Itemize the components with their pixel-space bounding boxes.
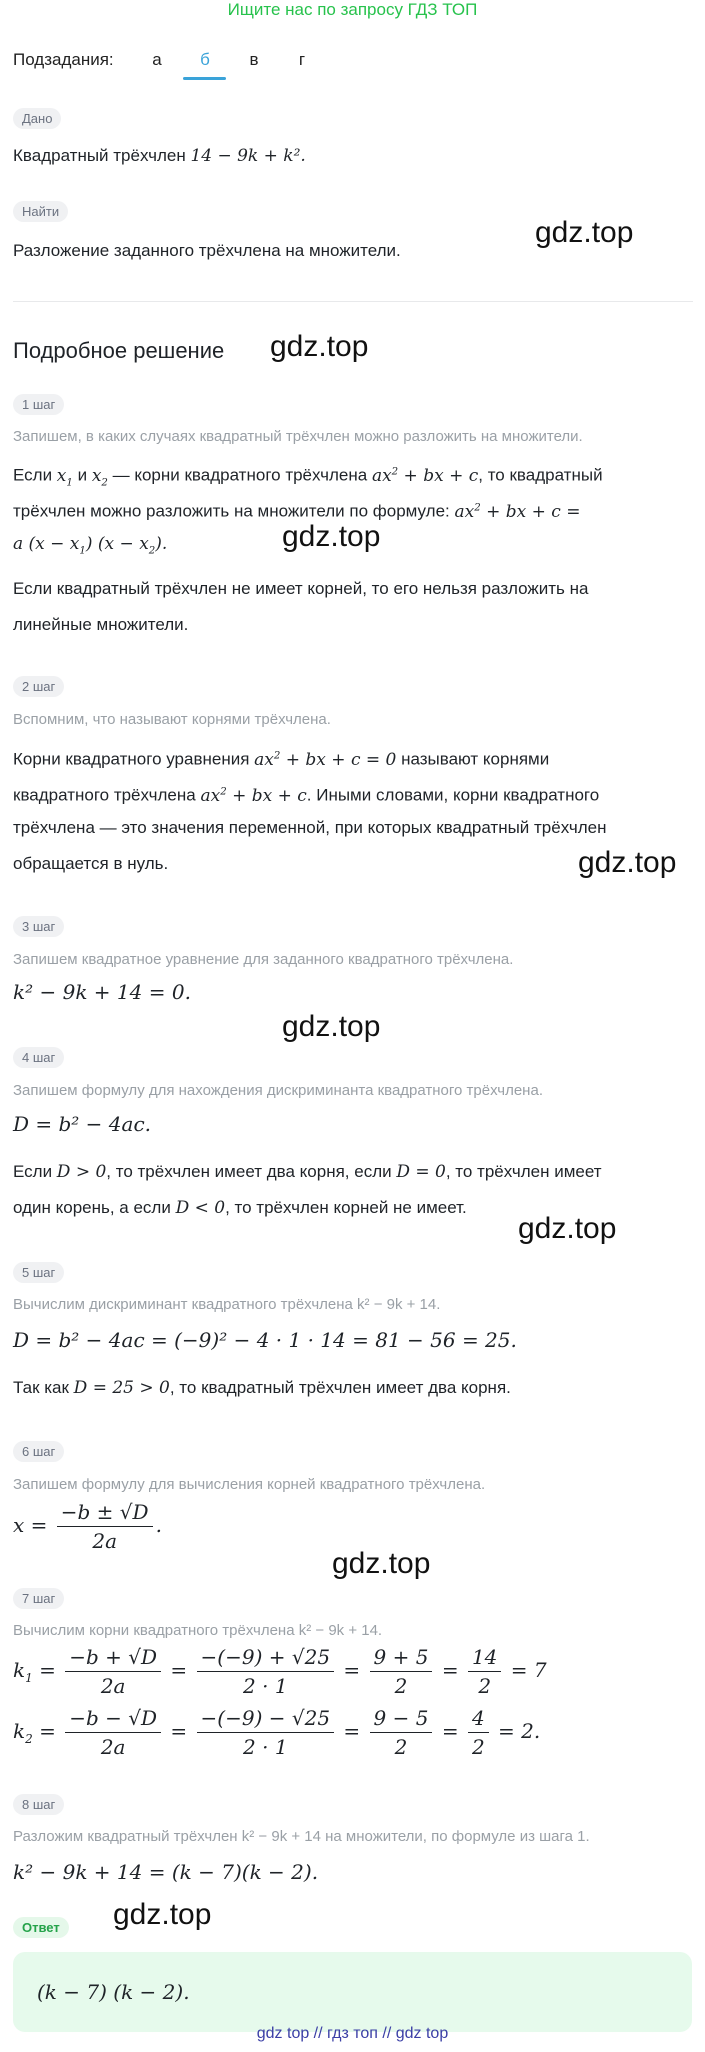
given-text: Квадратный трёхчлен 14 − 9k + k². xyxy=(13,146,306,166)
step-6-pill: 6 шаг xyxy=(13,1441,64,1462)
watermark: gdz.top xyxy=(282,520,381,553)
step-7-root-1: $k_1$ = $\frac{-b + √D}{2a}$ = $\frac{-(-9) + √25}{2 \cdot 1}$ = $\frac{9 + 5}{2}$ = $\frac{14}{2}$ = 7 xyxy=(13,1645,547,1698)
step-1-para-2-line-1: Если квадратный трёхчлен не имеет корней, то его нельзя разложить на xyxy=(13,579,589,598)
subtasks-label: Подзадания: xyxy=(13,50,114,69)
watermark: gdz.top xyxy=(270,330,369,363)
step-3-pill: 3 шаг xyxy=(13,916,64,937)
watermark: gdz.top xyxy=(282,1010,381,1043)
step-7-pill: 7 шаг xyxy=(13,1588,64,1609)
step-7-hint: Вычислим корни квадратного трёхчлена k² − 9k + 14. xyxy=(13,1622,383,1639)
step-4-line-1: Если D > 0, то трёхчлен имеет два корня, если D = 0, то трёхчлен имеет xyxy=(13,1162,602,1182)
find-text: Разложение заданного трёхчлена на множители. xyxy=(13,241,401,260)
step-8-factorization: k² − 9k + 14 = (k − 7)(k − 2). xyxy=(13,1860,319,1884)
find-pill: Найти xyxy=(13,201,68,222)
step-5-hint: Вычислим дискриминант квадратного трёхчлена k² − 9k + 14. xyxy=(13,1296,441,1313)
tab-a[interactable]: а xyxy=(152,50,162,69)
divider xyxy=(13,301,693,302)
watermark: gdz.top xyxy=(113,1898,212,1931)
step-1-pill: 1 шаг xyxy=(13,394,64,415)
step-2-line-4: обращается в нуль. xyxy=(13,854,169,873)
watermark: gdz.top xyxy=(332,1547,431,1580)
step-2-line-1: Корни квадратного уравнения $ax^2$ + bx + c = 0 называют корнями xyxy=(13,749,550,770)
step-2-hint: Вспомним, что называют корнями трёхчлена. xyxy=(13,711,331,728)
footer-links[interactable]: gdz top // гдз топ // gdz top xyxy=(256,2025,449,2042)
given-pill: Дано xyxy=(13,108,61,129)
step-2-pill: 2 шаг xyxy=(13,676,64,697)
step-1-para-2-line-2: линейные множители. xyxy=(13,615,189,634)
step-3-equation: k² − 9k + 14 = 0. xyxy=(13,980,191,1004)
step-1-line-2: трёхчлен можно разложить на множители по формуле: $ax^2$ + bx + c = xyxy=(13,501,581,522)
tab-b[interactable]: б xyxy=(200,50,210,69)
step-5-equation: D = b² − 4ac = (−9)² − 4 · 1 · 14 = 81 − 56 = 25. xyxy=(13,1328,517,1352)
step-7-root-2: $k_2$ = $\frac{-b - √D}{2a}$ = $\frac{-(-9) - √25}{2 \cdot 1}$ = $\frac{9 - 5}{2}$ = $\frac{4}{2}$ = 2. xyxy=(13,1706,541,1759)
step-2-line-2: квадратного трёхчлена $ax^2$ + bx + c. Иными словами, корни квадратного xyxy=(13,785,600,806)
step-2-line-3: трёхчлена — это значения переменной, при которых квадратный трёхчлен xyxy=(13,818,607,837)
step-4-line-2: один корень, а если D < 0, то трёхчлен корней не имеет. xyxy=(13,1198,467,1218)
step-6-formula: x = $\frac{-b \pm √D}{2a}$ . xyxy=(13,1500,162,1553)
step-1-line-3: a $(x - x_1)$ $(x - x_2)$. xyxy=(13,534,168,557)
answer-pill: Ответ xyxy=(13,1917,69,1938)
step-1-line-1: Если $x_1$ и $x_2$ — корни квадратного трёхчлена $ax^2$ + bx + c, то квадратный xyxy=(13,465,603,489)
step-5-conclusion: Так как D = 25 > 0, то квадратный трёхчлен имеет два корня. xyxy=(13,1378,511,1398)
watermark: gdz.top xyxy=(535,216,634,249)
step-3-hint: Запишем квадратное уравнение для заданного квадратного трёхчлена. xyxy=(13,951,514,968)
step-8-hint: Разложим квадратный трёхчлен k² − 9k + 14 на множители, по формуле из шага 1. xyxy=(13,1828,590,1845)
top-search-hint[interactable]: Ищите нас по запросу ГДЗ ТОП xyxy=(227,0,478,19)
step-8-pill: 8 шаг xyxy=(13,1794,64,1815)
step-5-pill: 5 шаг xyxy=(13,1262,64,1283)
step-4-hint: Запишем формулу для нахождения дискриминанта квадратного трёхчлена. xyxy=(13,1082,543,1099)
tab-g[interactable]: г xyxy=(298,50,306,69)
step-6-hint: Запишем формулу для вычисления корней квадратного трёхчлена. xyxy=(13,1476,486,1493)
watermark: gdz.top xyxy=(578,846,677,879)
tab-v[interactable]: в xyxy=(249,50,259,69)
solution-heading: Подробное решение xyxy=(13,338,225,363)
answer-value: (k − 7) (k − 2). xyxy=(37,1980,190,2004)
step-4-formula: D = b² − 4ac. xyxy=(13,1112,152,1136)
active-tab-indicator xyxy=(183,77,226,80)
watermark: gdz.top xyxy=(518,1212,617,1245)
step-4-pill: 4 шаг xyxy=(13,1047,64,1068)
step-1-hint: Запишем, в каких случаях квадратный трёхчлен можно разложить на множители. xyxy=(13,428,583,445)
